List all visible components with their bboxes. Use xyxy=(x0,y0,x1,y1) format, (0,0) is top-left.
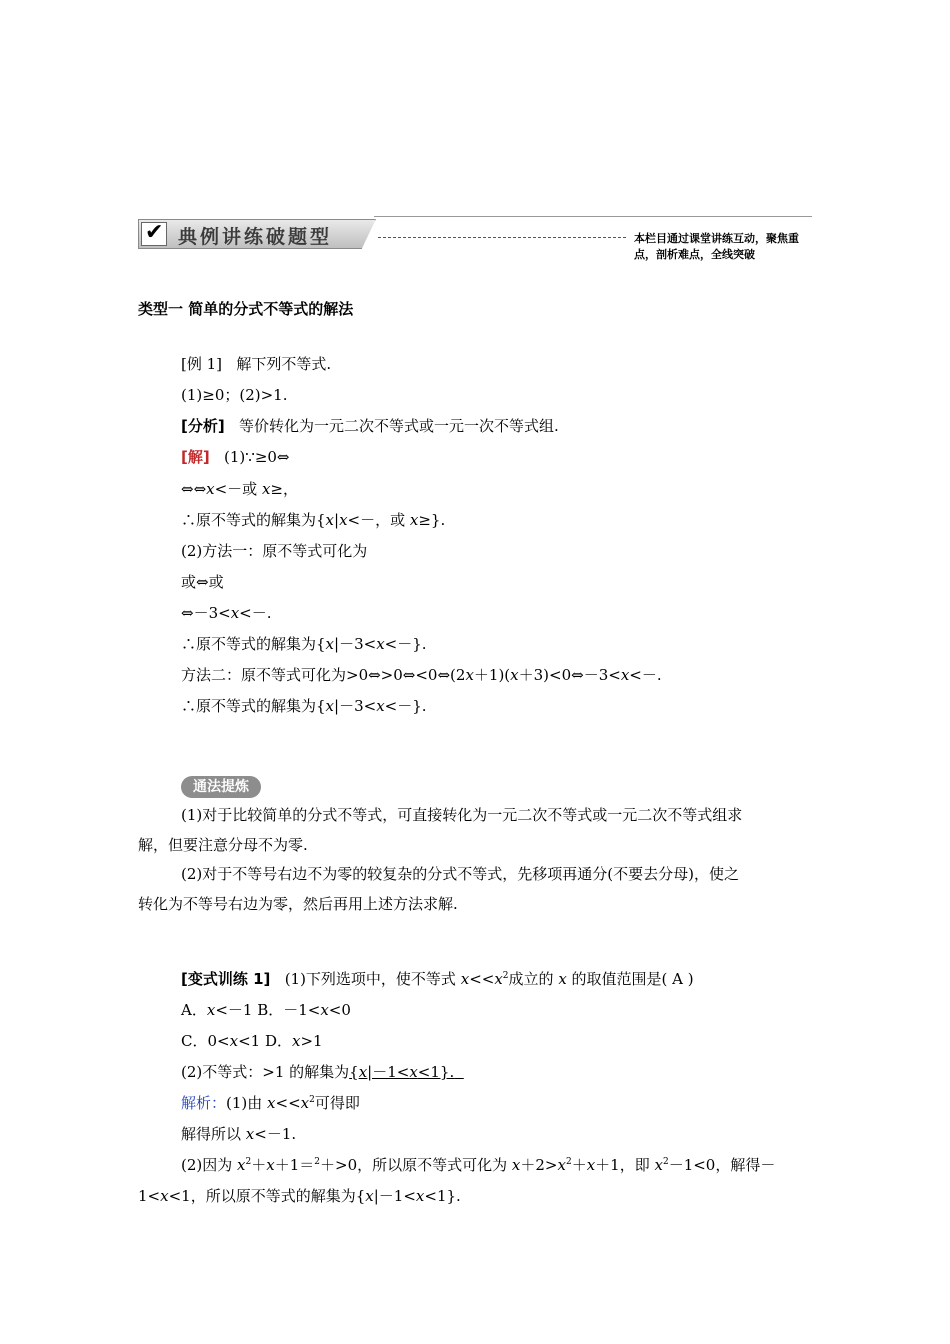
banner-subtitle: 本栏目通过课堂讲练互动，聚焦重点，剖析难点，全线突破 xyxy=(634,232,799,261)
solution-line-7: ∴原不等式的解集为{x|－3<x<－}. xyxy=(181,635,427,653)
example-parts: (1)≥0；(2)>1. xyxy=(181,386,288,404)
solution-line-4: (2)方法一：原不等式可化为 xyxy=(181,542,368,560)
solution-line-8: 方法二：原不等式可化为>0⇔>0⇔<0⇔(2x＋1)(x＋3)<0⇔－3<x<－. xyxy=(181,666,662,684)
exercise-analysis-3: (2)因为 $x^2+x+1=^2+>0$，所以原不等式可化为 $x+2>x^2+x+1$，即 $x^2-1<0$，解得－ xyxy=(181,1156,776,1174)
exercise-options-cd: C．0<x<1 D．x>1 xyxy=(181,1032,323,1050)
banner-title: 典例讲练破题型 xyxy=(178,226,333,248)
solution-line-5: 或⇔或 xyxy=(181,573,224,591)
exercise-question-1: [变式训练 1] (1)下列选项中，使不等式 $x<<x^2$成立的 x 的取值范围是( A ) xyxy=(181,970,694,988)
exercise-options-ab: A．x<－1 B．－1<x<0 xyxy=(181,1001,351,1019)
solution-line-2: ⇔⇔x<－或 x≥， xyxy=(181,480,298,498)
exercise-analysis-1: 解析：(1)由 $x<<x^2$可得即 xyxy=(181,1094,360,1112)
banner-rule xyxy=(374,216,812,217)
exercise-question-2: (2)不等式：>1 的解集为{x|－1<x<1}. xyxy=(181,1062,464,1082)
exercise-analysis-4: 1<x<1，所以原不等式的解集为{x|－1<x<1}. xyxy=(138,1187,461,1205)
example-prompt: [例 1] 解下列不等式. xyxy=(181,355,332,373)
method-p1a: (1)对于比较简单的分式不等式，可直接转化为一元二次不等式或一元二次不等式组求 xyxy=(181,806,743,824)
method-p2b: 转化为不等号右边为零，然后再用上述方法求解. xyxy=(138,895,458,913)
checkmark-icon: ✔ xyxy=(141,222,167,246)
section-banner xyxy=(138,216,812,261)
exercise-analysis-2: 解得所以 x<－1. xyxy=(181,1125,297,1143)
solution-line-3: ∴原不等式的解集为{x|x<－，或 x≥}. xyxy=(181,511,446,529)
solution-line-9: ∴原不等式的解集为{x|－3<x<－}. xyxy=(181,697,427,715)
solution-line-1: [解] (1)∵≥0⇔ xyxy=(181,448,290,466)
example-analysis: [分析] 等价转化为一元二次不等式或一元一次不等式组. xyxy=(181,417,559,435)
section-heading: 类型一 简单的分式不等式的解法 xyxy=(138,300,354,318)
answer-blank: {x|－1<x<1}. xyxy=(349,1063,455,1081)
solution-line-6: ⇔－3<x<－. xyxy=(181,604,272,622)
method-p2a: (2)对于不等号右边不为零的较复杂的分式不等式，先移项再通分(不要去分母)，使之 xyxy=(181,865,739,883)
method-p1b: 解，但要注意分母不为零. xyxy=(138,836,308,854)
banner-dashes xyxy=(378,237,626,238)
method-pill: 通法提炼 xyxy=(181,776,261,798)
